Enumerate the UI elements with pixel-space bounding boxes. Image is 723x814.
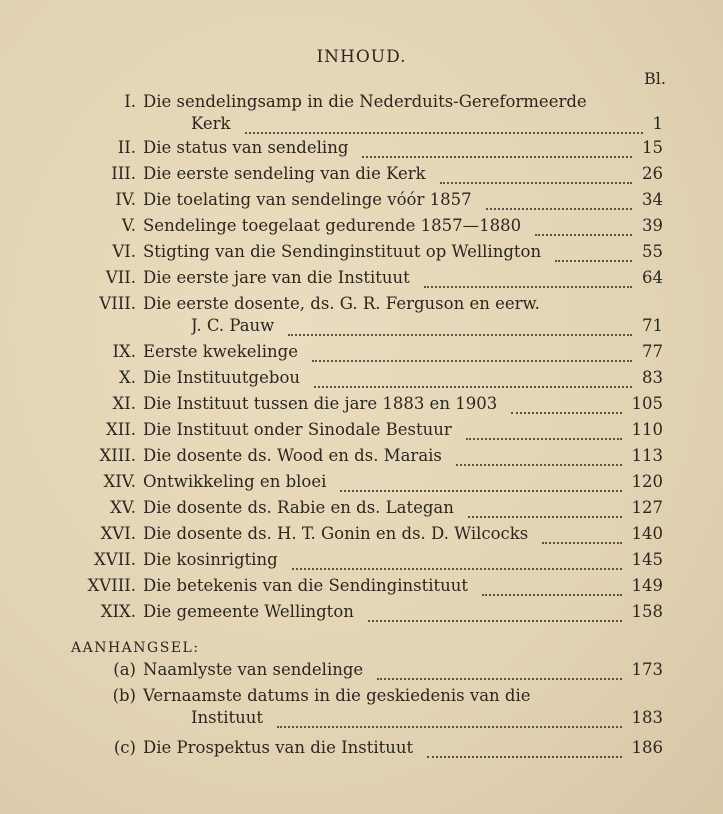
chapter-number: X. xyxy=(119,368,136,387)
chapter-dot-leader-line xyxy=(468,516,622,518)
chapter-page-number: 15 xyxy=(642,138,663,157)
appendix-dot-leader xyxy=(427,738,621,762)
appendix-number: (a) xyxy=(113,660,136,679)
chapter-dot-leader-line xyxy=(340,490,621,492)
chapter-page-number: 83 xyxy=(642,368,663,387)
chapter-dot-leader-line xyxy=(466,438,622,440)
chapter-entry xyxy=(0,294,723,342)
chapter-dot-leader xyxy=(555,242,632,266)
chapter-title-continued-text: Kerk xyxy=(191,114,231,133)
chapter-number: V. xyxy=(121,216,136,235)
chapter-dot-leader-line xyxy=(312,360,632,362)
chapter-page-number: 110 xyxy=(631,420,663,439)
chapter-dot-leader-line xyxy=(535,234,632,236)
chapter-dot-leader xyxy=(424,268,632,292)
chapter-entry xyxy=(0,368,723,392)
page-title: INHOUD. xyxy=(316,47,407,67)
page-column-header: Bl. xyxy=(644,69,666,88)
chapter-number: IV. xyxy=(115,190,136,209)
chapter-entry xyxy=(0,242,723,266)
chapter-number: XV. xyxy=(109,498,136,517)
appendix-entry xyxy=(0,660,723,684)
chapter-dot-leader xyxy=(542,524,621,548)
chapter-entry xyxy=(0,394,723,418)
chapter-page-number: 26 xyxy=(642,164,663,183)
chapter-number: XIII. xyxy=(99,446,136,465)
chapter-title-text: Die dosente ds. Wood en ds. Marais xyxy=(143,446,442,465)
appendix-title-text: Vernaamste datums in die geskiedenis van die xyxy=(143,686,531,705)
chapter-page-number: 64 xyxy=(642,268,663,287)
chapter-page-number: 34 xyxy=(642,190,663,209)
appendix-number: (b) xyxy=(112,686,136,705)
chapter-entry xyxy=(0,190,723,214)
appendix-dot-leader-line xyxy=(427,756,621,758)
chapter-title xyxy=(143,294,611,313)
appendix-dot-leader-line xyxy=(277,726,621,728)
chapter-dot-leader-line xyxy=(456,464,622,466)
chapter-number: VI. xyxy=(112,242,136,261)
chapter-dot-leader-line xyxy=(440,182,632,184)
chapter-entry xyxy=(0,164,723,188)
chapter-entry xyxy=(0,550,723,574)
chapter-page-number: 55 xyxy=(642,242,663,261)
chapter-entry xyxy=(0,602,723,626)
chapter-dot-leader xyxy=(468,498,622,522)
appendix-title-continued-text: Instituut xyxy=(191,708,264,727)
chapter-page-number: 113 xyxy=(631,446,663,465)
chapter-title-text: Die sendelingsamp in die Nederduits-Gereformeerde xyxy=(143,92,587,111)
chapter-title-text: Die Instituutgebou xyxy=(143,368,300,387)
chapter-number: XII. xyxy=(105,420,136,439)
chapter-number: III. xyxy=(111,164,136,183)
appendix-dot-leader xyxy=(277,708,621,732)
chapter-dot-leader-line xyxy=(424,286,632,288)
chapter-dot-leader-line xyxy=(486,208,632,210)
chapter-title-text: Die dosente ds. Rabie en ds. Lategan xyxy=(143,498,454,517)
chapter-dot-leader xyxy=(482,576,621,600)
chapter-number: VIII. xyxy=(99,294,136,313)
chapter-dot-leader-line xyxy=(288,334,632,336)
chapter-dot-leader xyxy=(312,342,632,366)
chapter-dot-leader xyxy=(535,216,632,240)
chapter-number: XIV. xyxy=(103,472,136,491)
chapter-entry xyxy=(0,138,723,162)
chapter-title-text: Die status van sendeling xyxy=(143,138,349,157)
chapter-page-number: 105 xyxy=(631,394,663,413)
chapter-number: XVII. xyxy=(94,550,136,569)
chapter-entry xyxy=(0,576,723,600)
chapter-page-number: 149 xyxy=(631,576,663,595)
appendix-entry xyxy=(0,738,723,762)
chapter-dot-leader xyxy=(340,472,621,496)
chapter-page-number: 145 xyxy=(631,550,663,569)
appendix-number: (c) xyxy=(113,738,136,757)
chapter-entry xyxy=(0,472,723,496)
chapter-dot-leader xyxy=(362,138,632,162)
chapter-title-text: Die Instituut onder Sinodale Bestuur xyxy=(143,420,452,439)
chapter-title-continued-text: J. C. Pauw xyxy=(191,316,275,335)
appendix-dot-leader-line xyxy=(377,678,621,680)
chapter-title-text: Die kosinrigting xyxy=(143,550,278,569)
chapter-dot-leader xyxy=(368,602,622,626)
chapter-number: XI. xyxy=(112,394,136,413)
chapter-dot-leader-line xyxy=(314,386,632,388)
chapter-dot-leader xyxy=(486,190,632,214)
appendix-dot-leader xyxy=(377,660,621,684)
chapter-dot-leader xyxy=(440,164,632,188)
appendix-title-text: Die Prospektus van die Instituut xyxy=(143,738,414,757)
chapter-dot-leader-line xyxy=(482,594,621,596)
appendix-title xyxy=(143,686,611,705)
chapter-page-number: 127 xyxy=(631,498,663,517)
chapter-dot-leader xyxy=(288,316,632,340)
chapter-title-text: Stigting van die Sendinginstituut op Wellington xyxy=(143,242,542,261)
chapter-dot-leader-line xyxy=(368,620,622,622)
chapter-entry xyxy=(0,524,723,548)
chapter-page-number: 158 xyxy=(631,602,663,621)
chapter-title xyxy=(143,524,611,543)
chapter-title-text: Eerste kwekelinge xyxy=(143,342,298,361)
chapter-title-text: Die gemeente Wellington xyxy=(143,602,354,621)
chapter-number: XVI. xyxy=(100,524,136,543)
chapter-dot-leader-line xyxy=(292,568,622,570)
chapter-page-number: 77 xyxy=(642,342,663,361)
chapter-dot-leader-line xyxy=(555,260,632,262)
chapter-page-number: 1 xyxy=(652,114,663,133)
appendix-page-number: 173 xyxy=(631,660,663,679)
chapter-title-text: Die dosente ds. H. T. Gonin en ds. D. Wilcocks xyxy=(143,524,529,543)
chapter-number: VII. xyxy=(105,268,136,287)
chapter-entry xyxy=(0,342,723,366)
chapter-title-text: Die toelating van sendelinge vóór 1857 xyxy=(143,190,472,209)
chapter-entry xyxy=(0,216,723,240)
chapter-dot-leader xyxy=(245,114,643,138)
chapter-number: XIX. xyxy=(100,602,136,621)
chapter-page-number: 71 xyxy=(642,316,663,335)
chapter-title-text: Die Instituut tussen die jare 1883 en 1903 xyxy=(143,394,498,413)
chapter-dot-leader-line xyxy=(542,542,621,544)
chapter-title xyxy=(143,242,611,261)
chapter-dot-leader xyxy=(456,446,622,470)
chapter-entry xyxy=(0,92,723,140)
chapter-entry xyxy=(0,268,723,292)
chapter-dot-leader-line xyxy=(511,412,621,414)
chapter-title-text: Sendelinge toegelaat gedurende 1857—1880 xyxy=(143,216,522,235)
chapter-dot-leader-line xyxy=(362,156,632,158)
chapter-dot-leader xyxy=(292,550,622,574)
chapter-entry xyxy=(0,446,723,470)
chapter-number: II. xyxy=(117,138,136,157)
chapter-title-text: Ontwikkeling en bloei xyxy=(143,472,327,491)
chapter-title-text: Die betekenis van die Sendinginstituut xyxy=(143,576,469,595)
chapter-dot-leader xyxy=(314,368,632,392)
chapter-page-number: 120 xyxy=(631,472,663,491)
chapter-entry xyxy=(0,420,723,444)
appendix-heading: AANHANGSEL: xyxy=(71,640,200,656)
chapter-dot-leader xyxy=(466,420,622,444)
chapter-number: I. xyxy=(124,92,136,111)
appendix-title-text: Naamlyste van sendelinge xyxy=(143,660,364,679)
appendix-entry xyxy=(0,686,723,734)
chapter-entry xyxy=(0,498,723,522)
chapter-page-number: 39 xyxy=(642,216,663,235)
chapter-number: XVIII. xyxy=(87,576,136,595)
chapter-number: IX. xyxy=(112,342,136,361)
chapter-title xyxy=(143,92,611,111)
appendix-page-number: 186 xyxy=(631,738,663,757)
chapter-title-text: Die eerste dosente, ds. G. R. Ferguson en eerw. xyxy=(143,294,540,313)
chapter-page-number: 140 xyxy=(631,524,663,543)
chapter-title-text: Die eerste jare van die Instituut xyxy=(143,268,410,287)
chapter-dot-leader xyxy=(511,394,621,418)
appendix-page-number: 183 xyxy=(631,708,663,727)
chapter-title-text: Die eerste sendeling van die Kerk xyxy=(143,164,426,183)
chapter-dot-leader-line xyxy=(245,132,643,134)
